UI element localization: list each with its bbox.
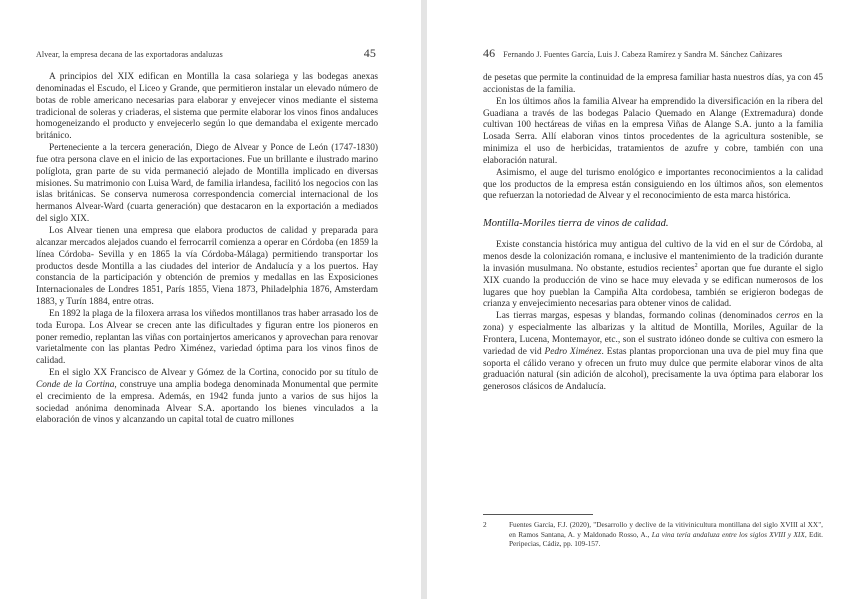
footnote <box>483 520 823 549</box>
right-page-number: 46 <box>483 46 496 60</box>
tierras-part2: en la zona) y especialmente las albarizas y la altitud de Montilla, Moriles, Aguilar de la Frontera, Lucena, Montemayor, etc., son el sustrato idóneo donde se cultiva con esmero la variedad de vid <box>483 311 823 357</box>
footnote-book-title: La vina tería andaluza entre los siglos XVIII y XIX <box>651 529 805 539</box>
footnote-divider <box>483 514 593 515</box>
footnote-text-part2: , Edit. Peripecias, Cádiz, pp. 109-157. <box>509 529 823 549</box>
constancia-part1: Existe constancia histórica muy antigua del cultivo de la vid en el sur de Córdoba, al menos desde la colonización romana, e inclusive el mantenimiento de la tradición durante la invasión musulmana. No obstante, estudios recientes <box>483 240 823 274</box>
conde-title-italic: Conde de la Cortina <box>36 379 115 390</box>
left-paragraph-2: Perteneciente a la tercera generación, Diego de Alvear y Ponce de León (1747-1830) fue otra persona clave en el inicio de las exportaciones. Fue un brillante e ilustrado marino políglota, gran parte de su vida permaneció alejado de Montilla implicado en diversas misiones. Su matrimonio con Luisa Ward, de familia irlandesa, facilitó los negocios con las islas británicas. Se conserva numerosa correspondencia comercial internacional de los hermanos Alvear-Ward (cuarta generación) que destacaron en la exportación a mediados del siglo XIX. <box>36 143 378 225</box>
left-paragraph-5-part1: En el siglo XX Francisco de Alvear y Gómez de la Cortina, conocido por su título de <box>49 368 378 379</box>
footnote-number: 2 <box>483 520 487 529</box>
right-paragraph-tierras <box>483 311 823 394</box>
left-paragraph-4: En 1892 la plaga de la filoxera arrasa los viñedos montillanos tras haber arrasado los de toda Europa. Los Alvear se crecen ante las dificultades y figuran entre los pioneros en poner remedio, replantan las viñas con portainjertos americanos y aprovechan para renovar varietalmente con las plantas Pedro Ximénez, variedad óptima para los vinos finos de calidad. <box>36 308 378 367</box>
right-paragraph-3: Asimismo, el auge del turismo enológico e importantes reconocimientos a la calidad que los productos de la empresa están consiguiendo en los últimos años, son elementos que refuerzan la notoriedad de Alvear y el reconocimiento de esta marca histórica. <box>483 167 823 202</box>
left-paragraph-3: Los Alvear tienen una empresa que elabora productos de calidad y preparada para alcanzar mercados alejados cuando el ferrocarril comienza a operar en Córdoba (en 1859 la línea Córdoba- Sevilla y en 1865 la vía Córdoba-Málaga) permitiendo transportar los productos desde Montilla a las ciudades del interior de Andalucía y a los puertos. Hay constancia de la participación y obtención de premios y medallas en las Exposiciones Internacionales de Londres 1851, París 1855, Viena 1873, Philadelphia 1876, Amsterdam 1883, y Turín 1884, entre otras. <box>36 225 378 308</box>
footnote-text-part1: Fuentes García, F.J. (2020), "Desarrollo y declive de la vitivinicultura montillana del siglo XVIII al XX", en Ramos Santana, A. y Maldonado Rosso, A., <box>509 520 823 539</box>
left-paragraph-5-part2: , construye una amplia bodega denominada Monumental que permite el crecimiento de la empresa. Además, en 1942 funda junto a varios de sus hijos la sociedad anónima denominada Alvear S.A. aportando los bienes vinculados a la elaboración de vinos y alcanzando un capital total de cuatro millones <box>36 379 378 426</box>
footnote-text <box>483 520 823 549</box>
tierras-part3: . Estas plantas proporcionan una uva de piel muy fina que soporta el cálido verano y ofrecen un fruto muy dulce que permite elaborar vinos de alta graduación natural (sin adición de alcohol), precisamente la uva óptima para elaborar los generosos clásicos de Andalucía. <box>483 346 823 393</box>
right-running-header <box>483 46 843 61</box>
tierras-italic-pedro-ximenez: Pedro Ximénez <box>544 346 602 357</box>
left-paragraph-5 <box>36 368 378 427</box>
left-running-header <box>36 46 376 61</box>
constancia-part2: aportan que fue durante el siglo XIX cuando la producción de vino se hace muy elevada y se edifican numerosos de los lugares que hoy pueblan la Campiña Alta cordobesa, también se erigieron bodegas de crianza y envejecimiento necesarias para obtener vinos de calidad. <box>483 263 824 310</box>
left-page <box>0 0 421 599</box>
tierras-part1: Las tierras margas, espesas y blandas, formando colinas (denominados <box>496 311 777 322</box>
right-paragraph-constancia <box>483 240 823 311</box>
right-paragraph-2: En los últimos años la familia Alvear ha emprendido la diversificación en la ribera del Guadiana a través de las bodegas Palacio Quemado en Alange (Extremadura) donde cultivan 100 hectáreas de viñas en la empresa Viñas de Alange S.A. junto a la familia Losada Serra. Allí elaboran vinos tintos procedentes de la agricultura sostenible, se minimiza el uso de herbicidas, tratamientos de azufre y cobre, también con una elaboración natural. <box>483 96 823 166</box>
left-page-number: 45 <box>363 46 376 60</box>
tierras-italic-cerros: cerros <box>776 311 800 322</box>
left-body-text <box>36 72 378 427</box>
left-header-title: Alvear, la empresa decana de las exportadoras andaluzas <box>36 50 223 59</box>
left-paragraph-1: A principios del XIX edifican en Montilla la casa solariega y las bodegas anexas denominadas el Escudo, el Liceo y Grande, que permitieron instalar un elevado número de botas de roble americano necesarias para elaborar y envejecer vinos mediante el sistema tradicional de soleras y criaderas, el sistema que permite elaborar los vinos finos andaluces homogeneizando el producto y envejecerlo según lo que demandaba el exigente mercado británico. <box>36 72 378 142</box>
right-page <box>427 0 848 599</box>
right-paragraph-1: de pesetas que permite la continuidad de la empresa familiar hasta nuestros días, ya con 45 accionistas de la familia. <box>483 73 823 95</box>
right-header-authors: Fernando J. Fuentes García, Luis J. Cabeza Ramírez y Sandra M. Sánchez Cañizares <box>503 50 783 59</box>
right-body-text <box>483 73 823 394</box>
footnote-reference: 2 <box>694 262 698 269</box>
section-heading: Montilla-Moriles tierra de vinos de calidad. <box>483 218 669 230</box>
